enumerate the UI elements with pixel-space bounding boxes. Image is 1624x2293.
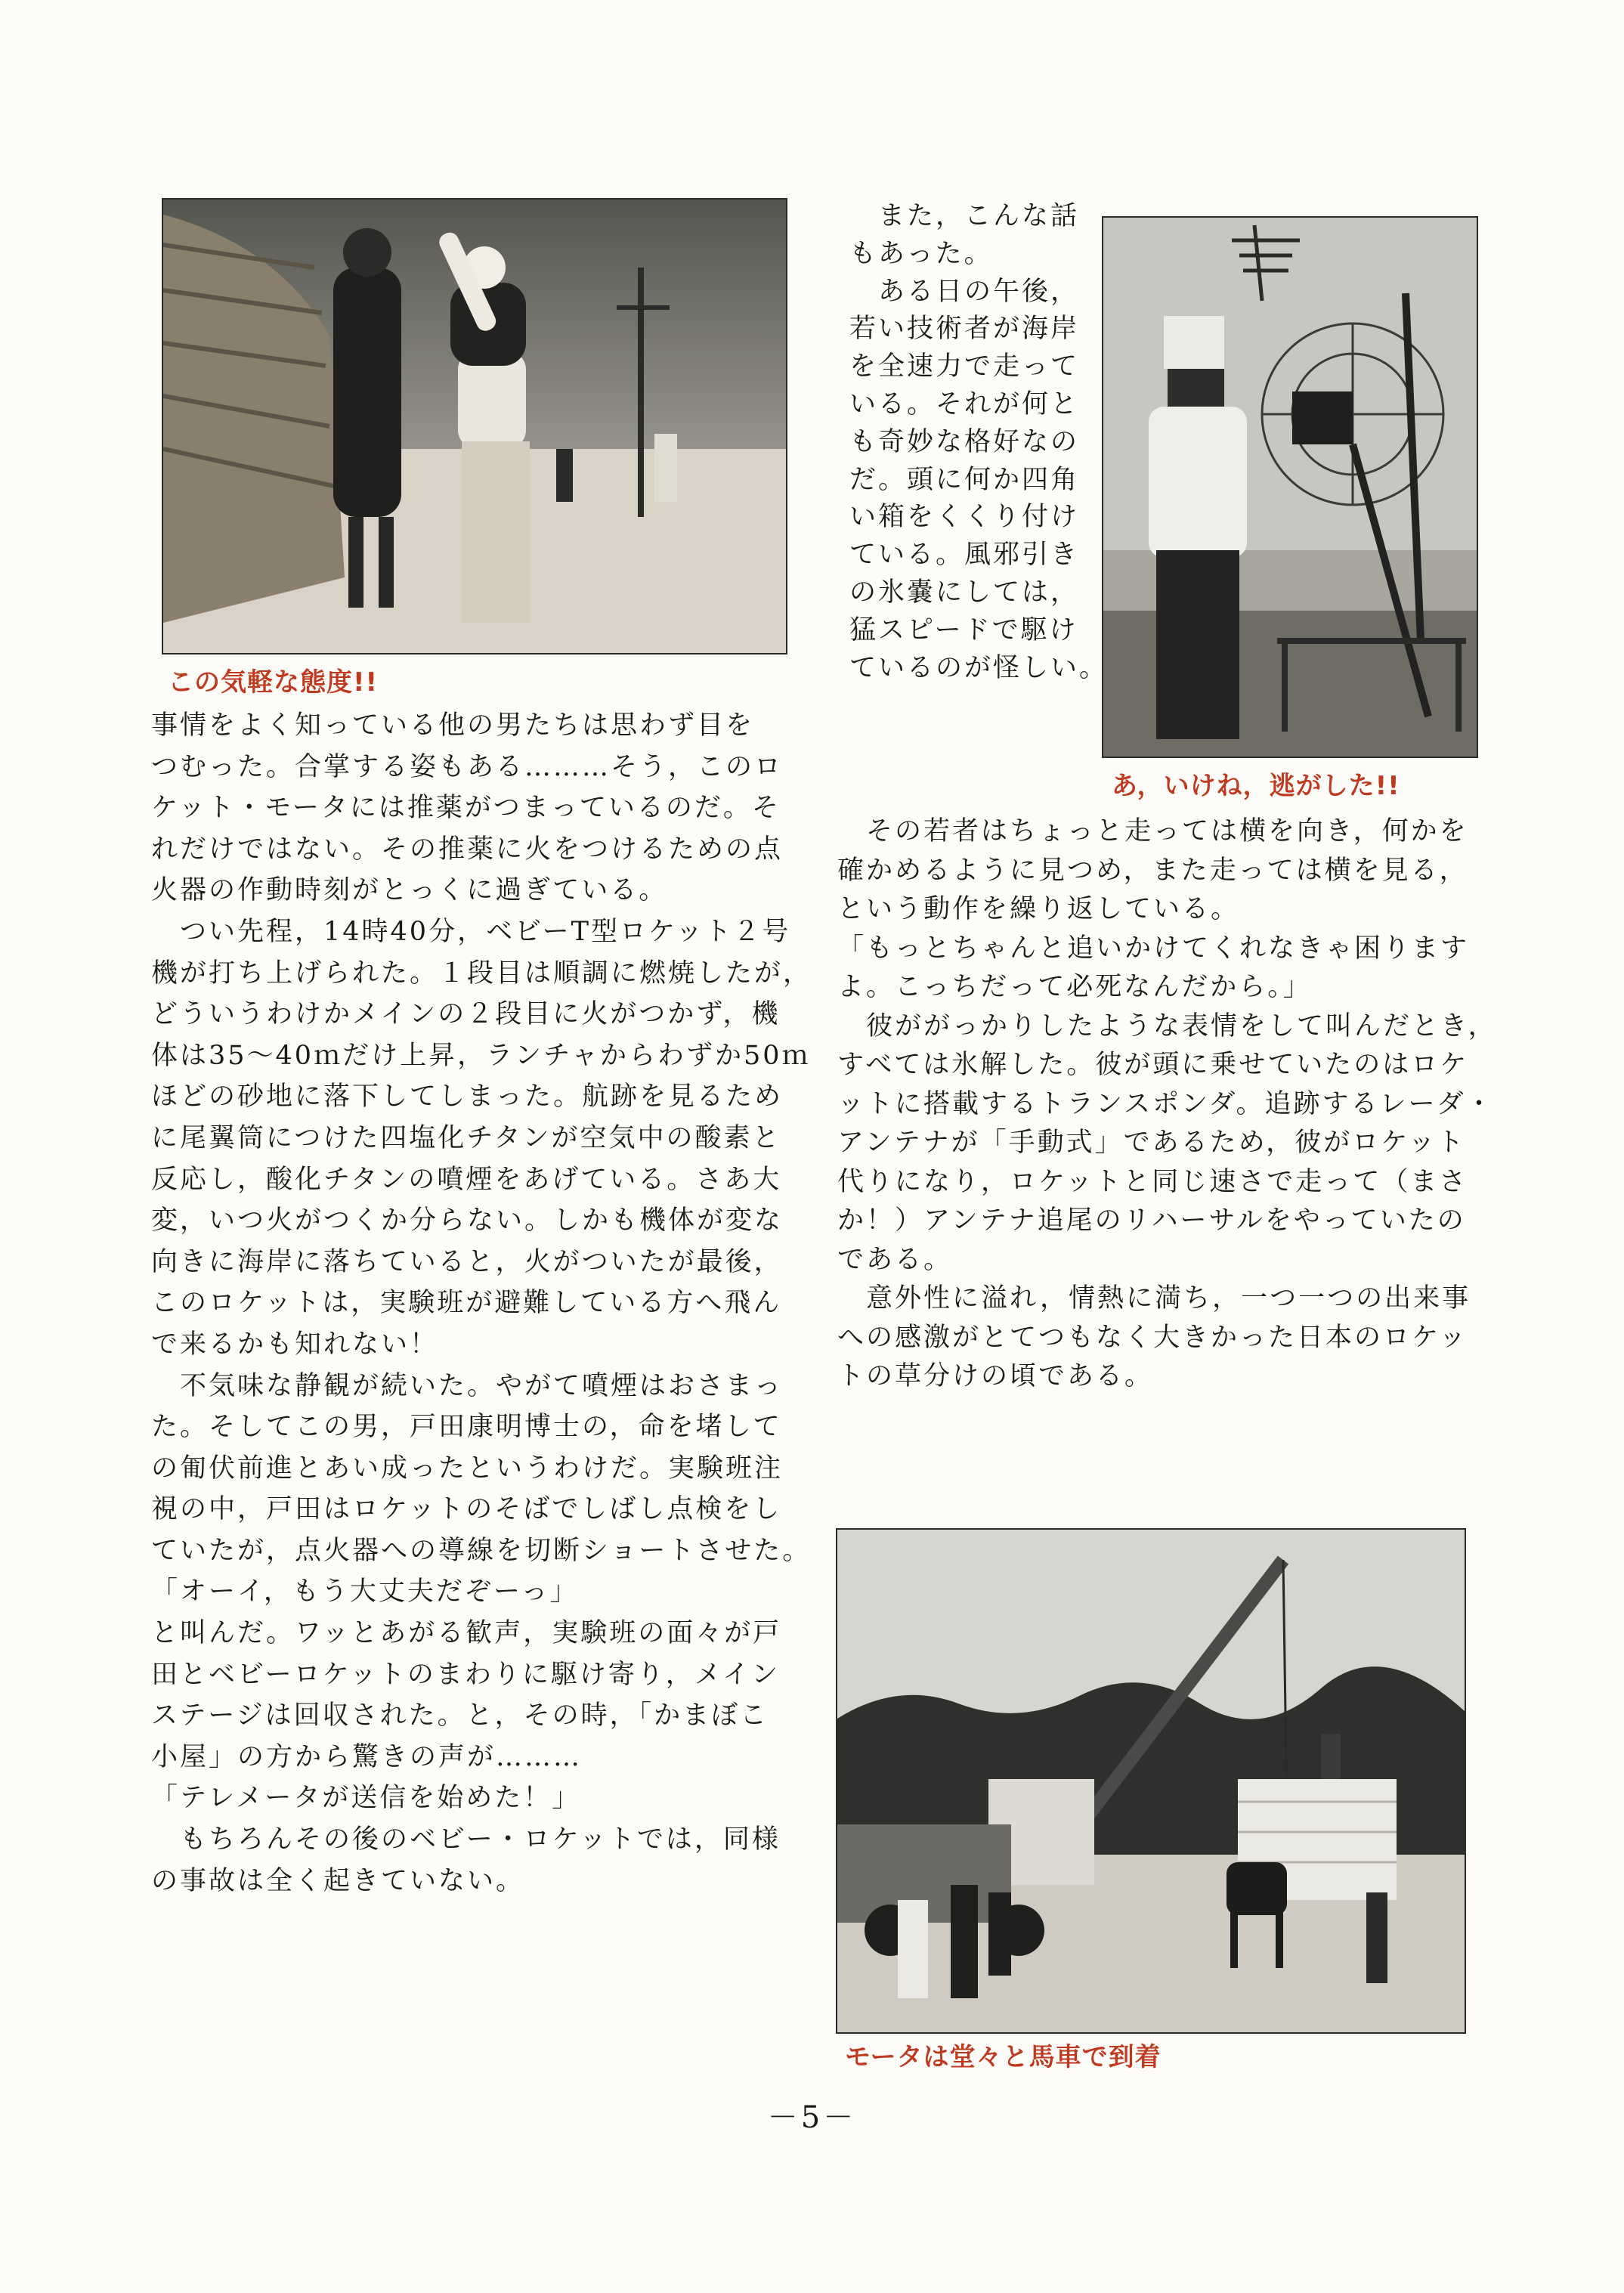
text-line: また，こんな話	[849, 201, 1080, 231]
text-line: 視の中，戸田はロケットのそばでしばし点検をし	[151, 1494, 782, 1525]
text-line: も奇妙な格好なの	[849, 426, 1080, 457]
text-line: つい先程，14時40分，ベビーT型ロケット２号	[151, 916, 791, 947]
text-line: トの草分けの頃である。	[837, 1361, 1154, 1391]
text-line: 変，いつ火がつくか分らない。しかも機体が変な	[151, 1205, 784, 1236]
text-line: ケット・モータには推薬がつまっているのだ。そ	[151, 793, 781, 824]
text-line: だ。頭に何か四角	[849, 464, 1080, 495]
text-line: ていたが，点火器への導線を切断ショートさせた。	[151, 1535, 812, 1566]
text-line: 猛スピードで駆け	[849, 614, 1078, 645]
caption-photo1: この気軽な態度!!	[168, 667, 379, 698]
text-line: 「もっとちゃんと追いかけてくれなきゃ困ります	[837, 933, 1470, 964]
text-line: で来るかも知れない！	[151, 1329, 439, 1360]
text-line: と叫んだ。ワッとあがる歓声，実験班の面々が戸	[151, 1618, 782, 1649]
text-line: よ。こっちだって必死なんだから。」	[837, 972, 1312, 1002]
page-number: －5－	[767, 2100, 857, 2135]
text-line: 代りになり，ロケットと同じ速さで走って（まさ	[837, 1166, 1468, 1197]
text-line: 不気味な静観が続いた。やがて噴煙はおさまっ	[151, 1370, 784, 1401]
right-narrow-column-text	[849, 198, 1108, 687]
text-line: 確かめるように見つめ，また走っては横を見る，	[837, 855, 1468, 886]
text-line: 事情をよく知っている他の男たちは思わず目を	[151, 710, 755, 741]
text-line: 体は35～40ｍだけ上昇，ランチャからわずか50ｍ	[151, 1040, 811, 1071]
text-line: という動作を繰り返している。	[837, 894, 1240, 924]
text-line: の匍伏前進とあい成ったというわけだ。実験班注	[151, 1453, 784, 1484]
text-line: の事故は全く起きていない。	[151, 1865, 525, 1896]
text-line: ているのが怪しい。	[849, 652, 1109, 683]
text-line: への感激がとてつもなく大きかった日本のロケッ	[837, 1322, 1468, 1353]
text-line: の氷嚢にしては，	[849, 577, 1080, 608]
caption-photo2: あ，いけね，逃がした!!	[1112, 771, 1400, 801]
text-line: つむった。合掌する姿もある………そう，このロ	[151, 751, 784, 782]
text-line: もあった。	[849, 238, 993, 269]
text-line: た。そしてこの男，戸田康明博士の，命を堵して	[151, 1412, 782, 1443]
text-line: ある日の午後，	[849, 276, 1080, 307]
text-line: どういうわけかメインの２段目に火がつかず，機	[151, 999, 781, 1030]
text-line: 機が打ち上げられた。１段目は順調に燃焼したが，	[151, 958, 812, 989]
photo-man-with-antenna	[1102, 216, 1478, 758]
photo-crane-truck-horse-cart	[836, 1528, 1466, 2034]
text-line: このロケットは，実験班が避難している方へ飛ん	[151, 1288, 782, 1319]
text-line: れだけではない。その推薬に火をつけるための点	[151, 834, 784, 865]
text-line: アンテナが「手動式」であるため，彼がロケット	[837, 1128, 1466, 1158]
text-line: 「オーイ，もう大丈夫だぞーっ」	[151, 1577, 579, 1608]
text-line: 火器の作動時刻がとっくに過ぎている。	[151, 875, 668, 906]
text-line: 反応し，酸化チタンの噴煙をあげている。さあ大	[151, 1164, 782, 1195]
text-line: を全速力で走って	[849, 351, 1080, 382]
text-line: 意外性に溢れ，情熱に満ち，一つ一つの出来事	[837, 1283, 1471, 1314]
text-line: ほどの砂地に落下してしまった。航跡を見るため	[151, 1082, 784, 1112]
left-column-text	[151, 705, 812, 1902]
text-line: 向きに海岸に落ちていると，火がついたが最後，	[151, 1246, 783, 1277]
text-line: 「テレメータが送信を始めた！」	[151, 1783, 581, 1814]
text-line: もちろんその後のベビー・ロケットでは，同様	[151, 1824, 781, 1855]
text-line: 彼ががっかりしたような表情をして叫んだとき，	[837, 1010, 1497, 1041]
text-line: か！）アンテナ追尾のリハーサルをやっていたの	[837, 1205, 1466, 1236]
photo-men-with-rocket	[162, 198, 787, 654]
text-line: い箱をくくり付け	[849, 502, 1080, 533]
text-line: ステージは回収された。と，その時，「かまぼこ	[151, 1700, 769, 1731]
text-line: いる。それが何と	[849, 388, 1080, 419]
text-line: その若者はちょっと走っては横を向き，何かを	[837, 816, 1468, 846]
text-line: 小屋」の方から驚きの声が………	[151, 1741, 583, 1772]
text-line: 田とベビーロケットのまわりに駆け寄り，メイン	[151, 1659, 781, 1690]
text-line: に尾翼筒につけた四塩化チタンが空気中の酸素と	[151, 1122, 781, 1153]
text-line: ットに搭載するトランスポンダ。追跡するレーダ・	[837, 1088, 1495, 1119]
text-line: 若い技術者が海岸	[849, 314, 1080, 345]
caption-photo3: モータは堂々と馬車で到着	[845, 2042, 1162, 2072]
text-line: すべては氷解した。彼が頭に乗せていたのはロケ	[837, 1050, 1469, 1080]
right-wide-column-text	[837, 812, 1497, 1397]
text-line: ている。風邪引き	[849, 540, 1080, 571]
text-line: である。	[837, 1244, 953, 1275]
